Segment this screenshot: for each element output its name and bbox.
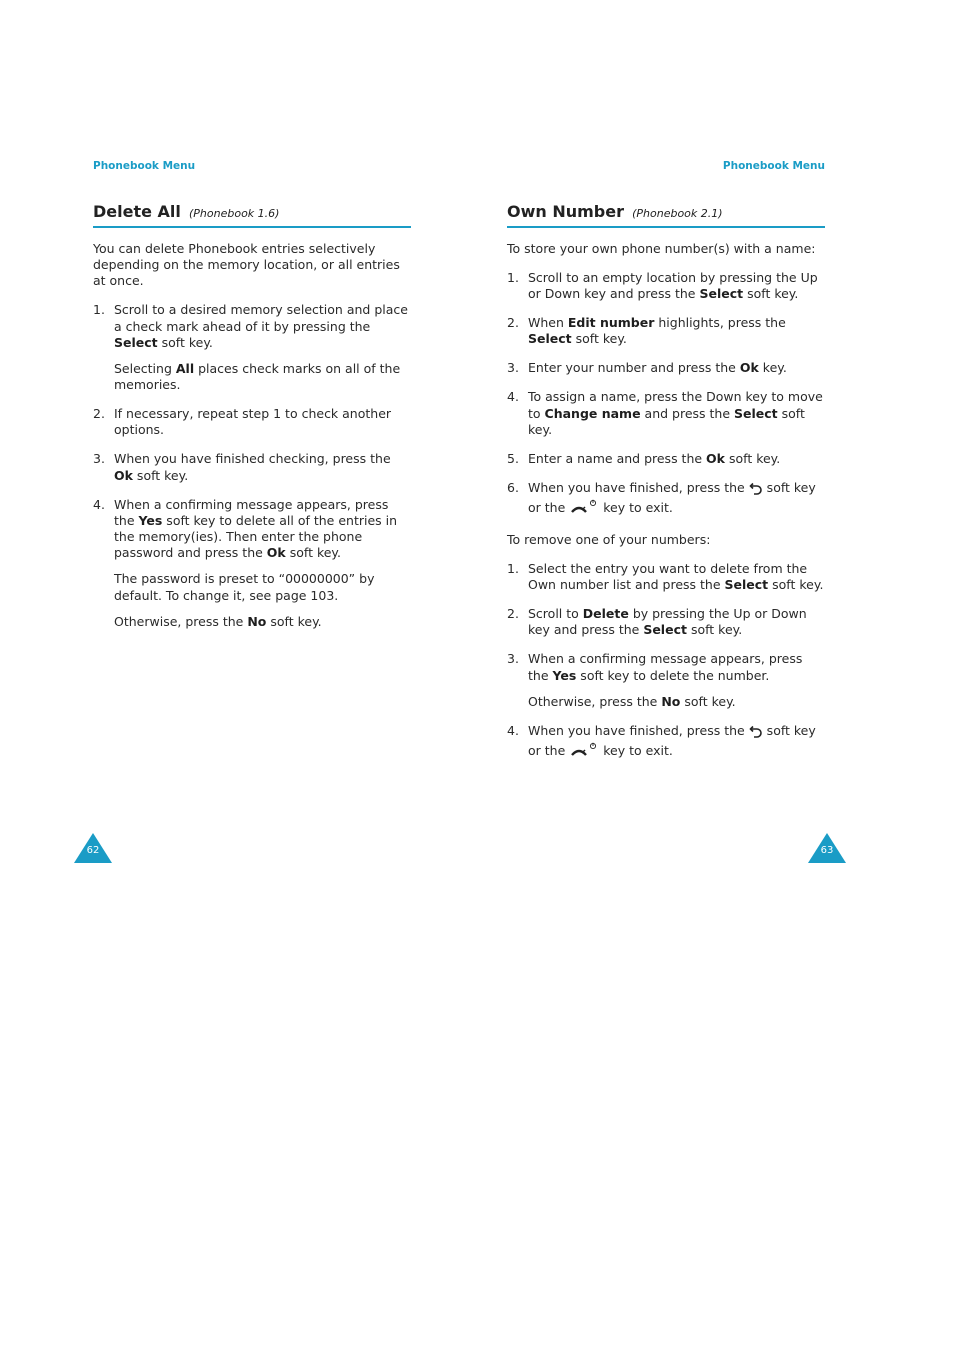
- list-item: 4. To assign a name, press the Down key to move to Change name and press the Select soft key.: [507, 389, 823, 437]
- section-body: [93, 241, 411, 643]
- section-title: Delete All: [93, 202, 181, 221]
- list-item: 6. When you have finished, press the soft key or the key to exit.: [507, 480, 825, 519]
- section-title: Own Number: [507, 202, 624, 221]
- page-number-marker: [73, 832, 113, 864]
- intro-paragraph: To store your own phone number(s) with a name:: [507, 241, 816, 256]
- step-number: 6.: [507, 479, 519, 495]
- section-body: [507, 241, 825, 775]
- steps-list: [93, 302, 411, 630]
- intro-paragraph: You can delete Phonebook entries selectively depending on the memory location, or all entries at once.: [93, 241, 400, 289]
- section-reference: (Phonebook 2.1): [632, 207, 723, 220]
- list-item: 2. If necessary, repeat step 1 to check another options.: [93, 406, 392, 438]
- step-number: 3.: [507, 360, 519, 376]
- step-number: 4.: [507, 722, 519, 738]
- intro-paragraph: To remove one of your numbers:: [507, 532, 711, 548]
- list-item: 1. Scroll to an empty location by pressing the Up or Down key and press the Select soft key.: [507, 270, 818, 302]
- back-arrow-icon: [749, 481, 763, 499]
- list-item: 1. Select the entry you want to delete from the Own number list and press the Select soft key.: [507, 561, 824, 593]
- back-arrow-icon: [749, 724, 763, 742]
- page-number: 63: [820, 845, 834, 856]
- list-item: 4. When a confirming message appears, press the Yes soft key to delete all of the entries in the memory(ies). Then enter the phone password and press the Ok soft key. The password is preset to “00000000” by default. To change it, see page 103. Otherwise, press the No soft key.: [93, 497, 411, 630]
- step-note: Otherwise, press the No soft key.: [114, 613, 322, 629]
- section-reference: (Phonebook 1.6): [188, 207, 280, 220]
- remove-steps-list: [507, 561, 825, 762]
- page-number: 62: [86, 845, 100, 856]
- step-note: The password is preset to “00000000” by default. To change it, see page 103.: [114, 571, 375, 603]
- end-power-key-icon: [569, 499, 599, 519]
- page-number-marker: [807, 832, 847, 864]
- step-number: 2.: [93, 406, 105, 422]
- list-item: 2. Scroll to Delete by pressing the Up or Down key and press the Select soft key.: [507, 606, 807, 638]
- step-note: Selecting All places check marks on all of the memories.: [114, 361, 401, 393]
- step-number: 2.: [507, 315, 519, 331]
- step-number: 1.: [507, 561, 519, 577]
- step-number: 2.: [507, 606, 519, 622]
- step-number: 4.: [93, 496, 105, 512]
- section-heading: [507, 202, 825, 228]
- list-item: 5. Enter a name and press the Ok soft key.: [507, 450, 781, 466]
- running-header: Phonebook Menu: [722, 160, 825, 172]
- list-item: 1. Scroll to a desired memory selection and place a check mark ahead of it by pressing the Select soft key. Selecting All places check marks on all of the memories.: [93, 302, 411, 393]
- step-number: 1.: [93, 302, 105, 318]
- step-number: 3.: [93, 451, 105, 467]
- end-power-key-icon: [569, 742, 599, 762]
- list-item: 4. When you have finished, press the soft key or the key to exit.: [507, 723, 825, 762]
- list-item: 3. When a confirming message appears, press the Yes soft key to delete the number. Otherwise, press the No soft key.: [507, 651, 825, 710]
- step-number: 3.: [507, 651, 519, 667]
- step-number: 5.: [507, 450, 519, 466]
- list-item: 3. When you have finished checking, press the Ok soft key.: [93, 451, 391, 483]
- step-note: Otherwise, press the No soft key.: [528, 693, 736, 709]
- list-item: 2. When Edit number highlights, press the Select soft key.: [507, 315, 786, 347]
- step-number: 4.: [507, 389, 519, 405]
- store-steps-list: [507, 270, 825, 519]
- section-heading: [93, 202, 411, 228]
- running-header: Phonebook Menu: [93, 160, 196, 172]
- list-item: 3. Enter your number and press the Ok key.: [507, 360, 787, 376]
- step-number: 1.: [507, 270, 519, 285]
